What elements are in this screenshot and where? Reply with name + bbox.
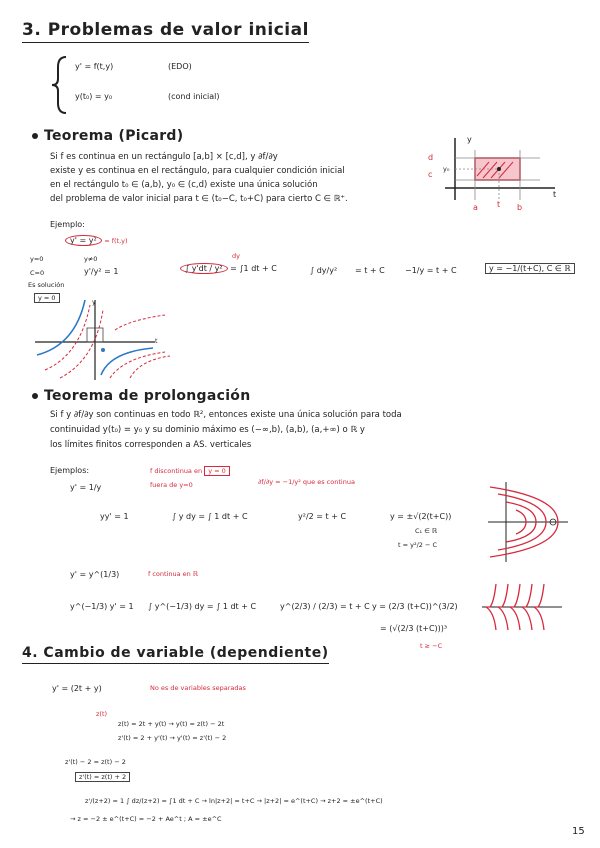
exb-frac: y^(2/3) / (2/3) = t + C (280, 602, 370, 611)
exb-note: f continua en ℝ (148, 570, 199, 578)
example1-int2-right: = t + C (355, 266, 385, 275)
exb-res: y = (2/3 (t+C))^(3/2) (372, 602, 458, 611)
exa-note3: ∂f/∂y = −1/y² que es continua (258, 478, 355, 486)
exb-eq: y' = y^(1/3) (70, 570, 120, 579)
example1-int1 (180, 264, 277, 273)
system-eq2-note: (cond inicial) (168, 92, 220, 101)
example1-note1: Es solución (28, 281, 65, 289)
example1-branch-left: y=0 (30, 255, 44, 263)
prolong-line-3: los límites finitos corresponden a AS. verticales (50, 440, 252, 450)
exa-eq: y' = 1/y (70, 483, 102, 492)
example1-label: Ejemplo: (50, 220, 85, 229)
system-brace (52, 55, 72, 115)
picard-rectangle-diagram (425, 138, 565, 218)
exb-int: ∫ y^(−1/3) dy = ∫ 1 dt + C (148, 602, 257, 611)
exa-frac: y²/2 = t + C (298, 512, 347, 521)
bullet-icon (32, 133, 38, 139)
exb-res2: = (√(2/3 (t+C)))³ (380, 624, 448, 633)
diagram-y0-label: y₀ (443, 165, 450, 173)
exa-res2: C₁ ∈ ℝ (415, 527, 438, 535)
example1-boxed: y = 0 (34, 293, 60, 303)
section4-line3: z'(t) − 2 = z(t) − 2 (65, 758, 126, 766)
prolong-line-1: Si f y ∂f/∂y son continuas en todo ℝ², entonces existe una única solución para toda (50, 410, 402, 420)
example1-dy: dy (232, 252, 240, 260)
prolong-title (32, 388, 250, 404)
example1-frac: −1/y = t + C (405, 266, 457, 275)
example1-step1: y'/y² = 1 (84, 267, 119, 276)
prolong-line-2: continuidad y(t₀) = y₀ y su dominio máximo es (−∞,b), (a,b), (a,+∞) o ℝ y (50, 425, 365, 435)
picard-title (32, 128, 183, 144)
system-eq1-note: (EDO) (168, 62, 192, 71)
example1-c0: C=0 (30, 269, 45, 277)
exa-note1-box: y = 0 (204, 466, 230, 476)
exa-note1-text: f discontinua en (150, 467, 203, 475)
diagram-c-label: c (428, 170, 433, 179)
picard-line-2: existe y es continua en el rectángulo, para cualquier condición inicial (50, 166, 345, 176)
example1-plot-y-label: y (92, 298, 96, 306)
example1-int2: ∫ dy/y² (310, 266, 338, 275)
section4-line2: z'(t) = 2 + y'(t) → y'(t) = z'(t) − 2 (118, 734, 227, 742)
example1-eq-note: = f(t,y) (104, 237, 128, 245)
exa-solution-plot (488, 482, 568, 562)
example1-int1-left: ∫ y'dt / y² (180, 263, 228, 274)
diagram-t0-label: t (497, 200, 501, 209)
picard-line-3: en el rectángulo t₀ ∈ (a,b), y₀ ∈ (c,d) existe una única solución (50, 180, 318, 190)
prolong-title-text: Teorema de prolongación (44, 388, 251, 404)
example1-plot-t-label: t (155, 337, 158, 345)
exb-step: y^(−1/3) y' = 1 (70, 602, 134, 611)
exa-res3: t = y²/2 − C (398, 541, 438, 549)
exa-note2: fuera de y=0 (150, 481, 193, 489)
exa-note1 (150, 467, 230, 475)
picard-line-1: Si f es continua en un rectángulo [a,b] × [c,d], y ∂f/∂y (50, 152, 278, 162)
picard-title-text: Teorema (Picard) (44, 128, 184, 144)
section4-eq: y' = (2t + y) (52, 684, 102, 693)
page-number: 15 (572, 826, 585, 837)
section4-title: 4. Cambio de variable (dependiente) (22, 645, 329, 664)
section4-z: z(t) (96, 710, 108, 718)
exa-int: ∫ y dy = ∫ 1 dt + C (172, 512, 248, 521)
picard-line-4: del problema de valor inicial para t ∈ (t₀−C, t₀+C) para cierto C ∈ ℝ⁺. (50, 194, 348, 204)
section4-int: z'/(z+2) = 1 ∫ dz/(z+2) = ∫1 dt + C → ln|z+2| = t+C → |z+2| = e^(t+C) → z+2 = ±e^(t+C) (85, 797, 383, 805)
example1-solution-plot (35, 300, 175, 380)
example1-int1-right: = ∫1 dt + C (230, 264, 277, 273)
exa-step: yy' = 1 (100, 512, 129, 521)
exb-res3: t ≥ −C (420, 642, 443, 650)
system-eq1: y' = f(t,y) (75, 62, 114, 71)
example1-result: y = −1/(t+C), C ∈ ℝ (485, 263, 575, 274)
diagram-a-label: a (473, 203, 478, 212)
exa-res: y = ±√(2(t+C)) (390, 512, 452, 521)
diagram-t-axis-label: t (553, 190, 557, 199)
section4-line1: z(t) = 2t + y(t) → y(t) = z(t) − 2t (118, 720, 225, 728)
example1-eq-text: y' = y² (65, 235, 102, 246)
section4-boxed: z'(t) = z(t) + 2 (75, 772, 130, 782)
examples2-label: Ejemplos: (50, 466, 90, 475)
example1-eq (65, 236, 128, 245)
system-eq2: y(t₀) = y₀ (75, 92, 113, 101)
exb-solution-plot (482, 582, 562, 632)
diagram-y-axis-label: y (467, 135, 472, 144)
bullet-icon (32, 393, 38, 399)
diagram-b-label: b (517, 203, 523, 212)
example1-branch-right: y≠0 (84, 255, 98, 263)
section4-final: → z = −2 ± e^(t+C) = −2 + Ae^t ; A = ±e^C (70, 815, 222, 823)
diagram-d-label: d (428, 153, 434, 162)
section4-note: No es de variables separadas (150, 684, 246, 692)
section3-title: 3. Problemas de valor inicial (22, 20, 309, 43)
